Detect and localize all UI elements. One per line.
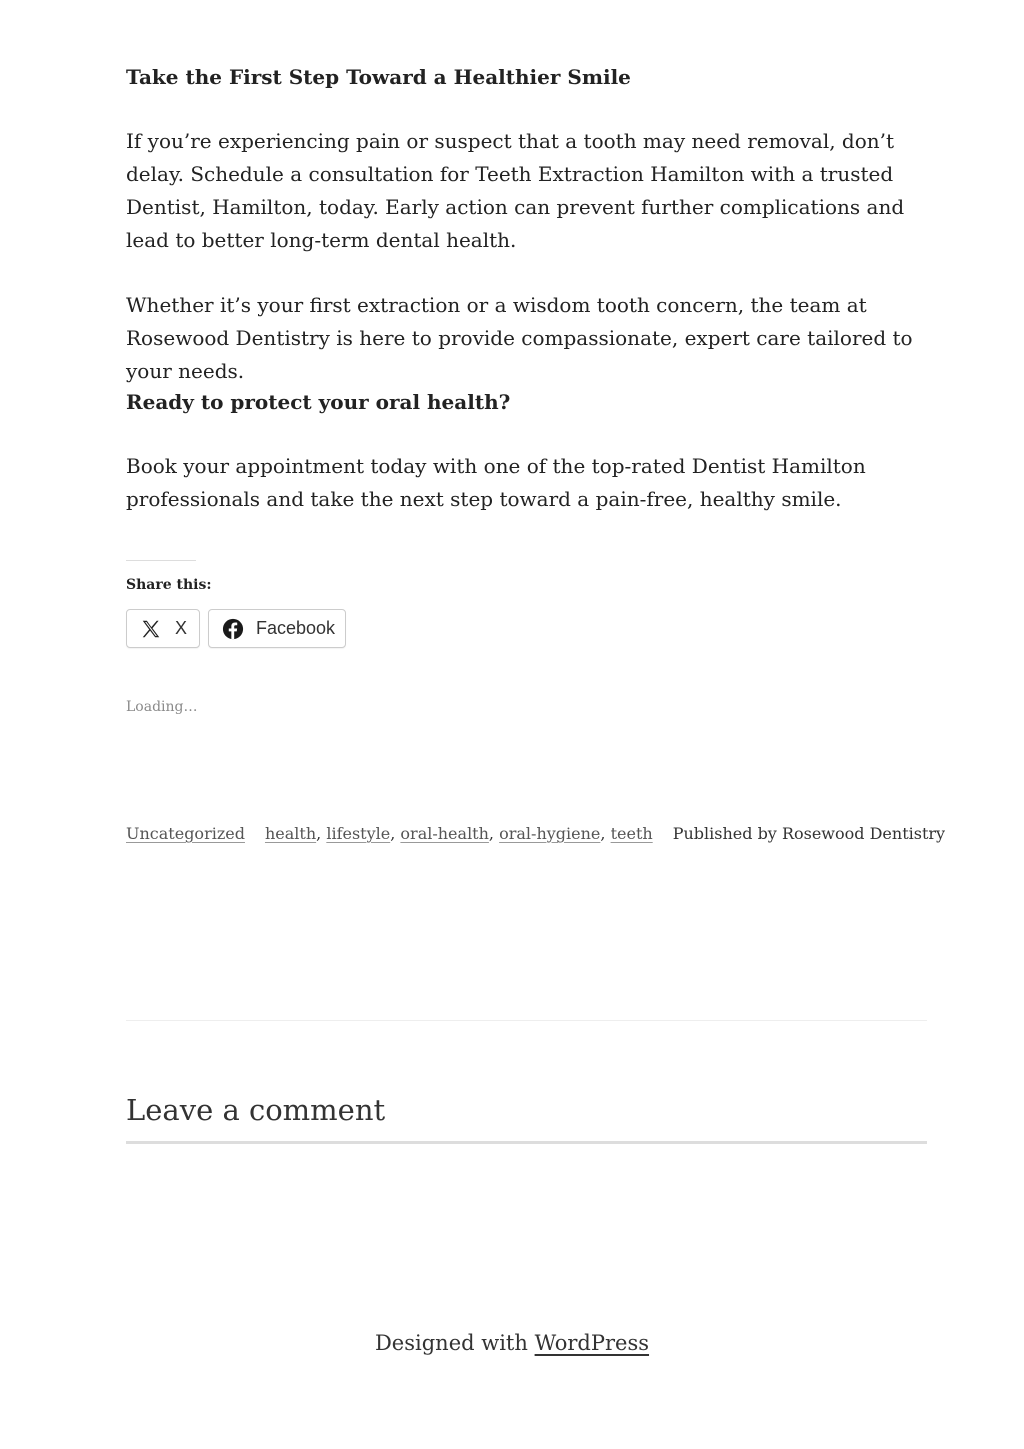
ready-heading: Ready to protect your oral health?: [126, 390, 511, 414]
share-facebook-label: Facebook: [256, 618, 336, 638]
tag-link-oral-hygiene[interactable]: oral-hygiene: [499, 824, 601, 843]
post-meta: [126, 822, 945, 846]
footer-wordpress-link[interactable]: WordPress: [534, 1331, 650, 1355]
tag-separator: ,: [600, 824, 606, 843]
author-name: Rosewood Dentistry: [781, 824, 946, 843]
site-footer: [0, 1328, 1024, 1358]
category-link[interactable]: Uncategorized: [126, 824, 245, 843]
tag-separator: ,: [488, 824, 495, 843]
leave-comment-heading: Leave a comment: [126, 1093, 386, 1127]
share-x-button[interactable]: [126, 609, 200, 648]
facebook-icon: [222, 618, 244, 640]
tag-link-teeth[interactable]: teeth: [610, 824, 653, 843]
share-label: Share this:: [126, 577, 212, 593]
tag-link-lifestyle[interactable]: lifestyle: [326, 824, 391, 843]
paragraph-book-appointment: Book your appointment today with one of the top-rated Dentist Hamilton professionals and take the next step toward a pain-free, healthy smile.: [126, 454, 866, 511]
tag-link-oral-health[interactable]: oral-health: [400, 824, 489, 843]
published-by-label: Published by: [672, 824, 777, 843]
footer-designed-with: Designed with: [374, 1331, 528, 1355]
comment-heading-rule: [126, 1141, 927, 1144]
share-facebook-button[interactable]: [208, 609, 346, 648]
tag-separator: ,: [390, 824, 396, 843]
likes-loading-text: Loading…: [126, 699, 198, 715]
paragraph-consultation: If you’re experiencing pain or suspect that a tooth may need removal, don’t delay. Schedule a consultation for Teeth Extraction Hamilton with a trusted Dentist, Hamilton, today. Early action can prevent further complications and lead to better long-term dental health.: [126, 129, 905, 252]
cta-heading: Take the First Step Toward a Healthier Smile: [126, 65, 631, 89]
paragraph-team: Whether it’s your first extraction or a wisdom tooth concern, the team at Rosewood Dentistry is here to provide compassionate, expert care tailored to your needs.: [126, 293, 913, 383]
tag-separator: ,: [316, 824, 322, 843]
share-divider: [126, 560, 196, 561]
tag-link-health[interactable]: health: [264, 824, 317, 843]
x-logo-icon: [140, 618, 162, 640]
post-divider: [126, 1020, 927, 1021]
share-x-label: X: [175, 618, 188, 638]
